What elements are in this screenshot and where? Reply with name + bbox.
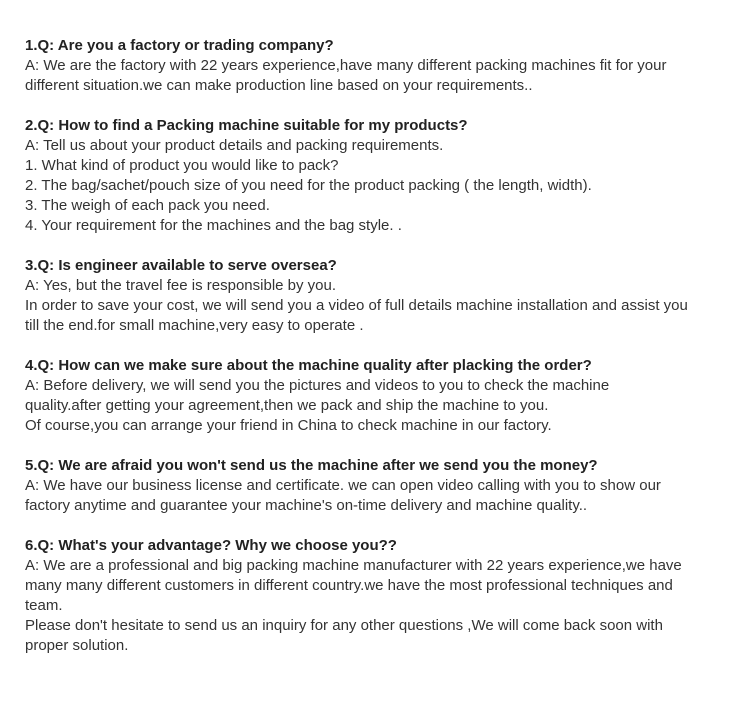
faq-answer-line: A: We have our business license and certificate. we can open video calling with you to show our [25, 477, 661, 494]
faq-question: 1.Q: Are you a factory or trading company? [25, 37, 334, 54]
faq-answer-line: Of course,you can arrange your friend in China to check machine in our factory. [25, 417, 552, 434]
faq-answer-line: 2. The bag/sachet/pouch size of you need for the product packing ( the length, width). [25, 177, 592, 194]
faq-list [25, 36, 737, 676]
faq-answer-line: In order to save your cost, we will send you a video of full details machine installation and assist you [25, 297, 688, 314]
faq-answer-line: A: We are the factory with 22 years experience,have many different packing machines fit for your [25, 57, 667, 74]
faq-answer-line: proper solution. [25, 637, 129, 654]
faq-answer-line: many many different customers in different country.we have the most professional techniques and [25, 577, 673, 594]
faq-question: 2.Q: How to find a Packing machine suitable for my products? [25, 117, 468, 134]
faq-question: 6.Q: What's your advantage? Why we choose you?? [25, 537, 397, 554]
faq-answer-line: factory anytime and guarantee your machine's on-time delivery and machine quality.. [25, 497, 588, 514]
faq-item-3 [25, 256, 737, 336]
faq-answer-line: quality.after getting your agreement,then we pack and ship the machine to you. [25, 397, 549, 414]
faq-answer-line: 4. Your requirement for the machines and the bag style. . [25, 217, 402, 234]
faq-item-4 [25, 356, 737, 436]
faq-answer-line: A: Yes, but the travel fee is responsible by you. [25, 277, 337, 294]
faq-item-2 [25, 116, 737, 236]
faq-answer-line: A: We are a professional and big packing machine manufacturer with 22 years experience,we have [25, 557, 682, 574]
faq-answer-line: A: Before delivery, we will send you the pictures and videos to you to check the machine [25, 377, 610, 394]
faq-answer-line: Please don't hesitate to send us an inquiry for any other questions ,We will come back soon with [25, 617, 663, 634]
faq-answer-line: till the end.for small machine,very easy to operate . [25, 317, 364, 334]
faq-question: 5.Q: We are afraid you won't send us the machine after we send you the money? [25, 457, 598, 474]
faq-answer-line: A: Tell us about your product details and packing requirements. [25, 137, 444, 154]
faq-question: 4.Q: How can we make sure about the machine quality after placking the order? [25, 357, 592, 374]
faq-item-5 [25, 456, 737, 516]
faq-question: 3.Q: Is engineer available to serve oversea? [25, 257, 337, 274]
faq-answer-line: 3. The weigh of each pack you need. [25, 197, 270, 214]
faq-item-1 [25, 36, 737, 96]
faq-item-6 [25, 536, 737, 656]
faq-answer-line: different situation.we can make production line based on your requirements.. [25, 77, 533, 94]
faq-answer-line: team. [25, 597, 63, 614]
faq-answer-line: 1. What kind of product you would like to pack? [25, 157, 339, 174]
